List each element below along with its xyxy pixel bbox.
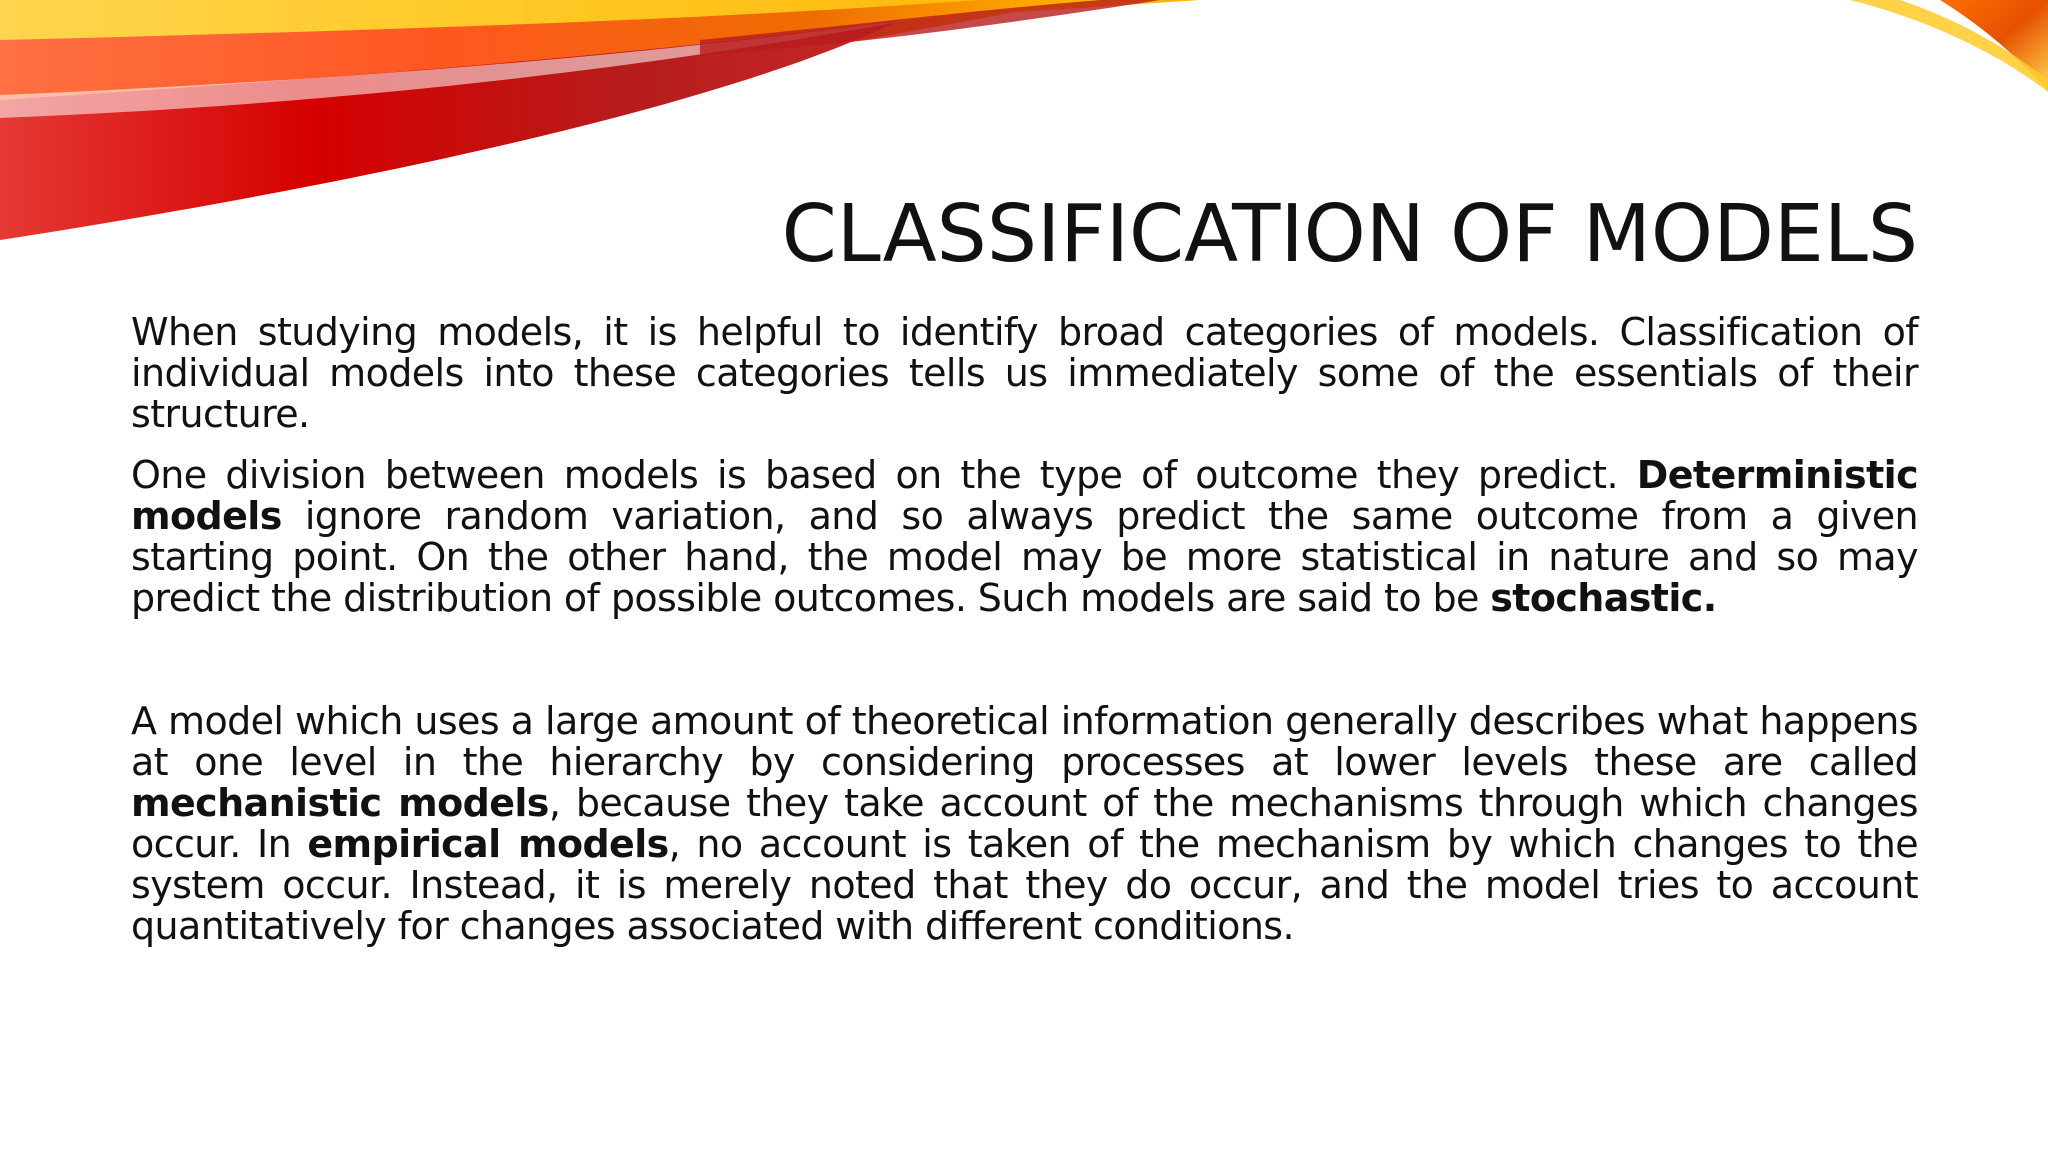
paragraph-text: One division between models is based on the type of outcome they predict. [131,453,1637,497]
paragraph-mechanistic-empirical [131,701,1918,947]
slide-title: CLASSIFICATION OF MODELS [781,188,1918,280]
paragraph-text: , no account is taken of the mechanism by which changes to the system occur. Instead, it is merely noted that they do occur, and the model tries to account quantitatively for changes associated with different conditions. [131,822,1918,948]
paragraph-deterministic-stochastic [131,455,1918,619]
paragraph-intro [131,312,1918,435]
paragraph-text: A model which uses a large amount of theoretical information generally describes what happens at one level in the hierarchy by considering processes at lower levels these are called [131,699,1918,784]
paragraph-text: ignore random variation, and so always predict the same outcome from a given starting point. On the other hand, the model may be more statistical in nature and so may predict the distribution of possible outcomes. Such models are said to be [131,494,1918,620]
term-deterministic-models: Deterministic models [131,453,1918,538]
paragraph-text: , because they take account of the mechanisms through which changes occur. In [131,781,1918,866]
term-stochastic: stochastic. [1490,576,1717,620]
paragraph-text: When studying models, it is helpful to identify broad categories of models. Classification of individual models into these categories tells us immediately some of the essentials of their structure. [131,310,1918,436]
slide-body [131,312,1918,947]
term-mechanistic-models: mechanistic models [131,781,549,825]
term-empirical-models: empirical models [307,822,669,866]
